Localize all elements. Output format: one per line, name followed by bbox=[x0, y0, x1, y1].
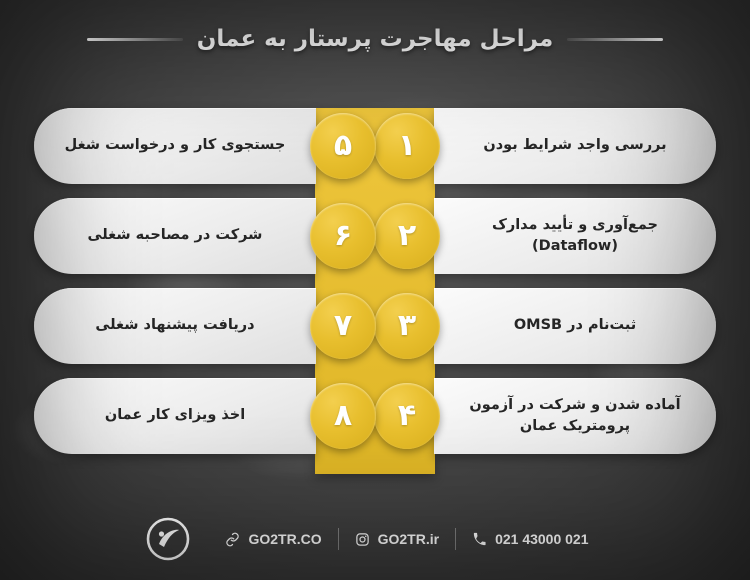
step-pill[interactable] bbox=[434, 108, 716, 184]
brand-logo-icon bbox=[145, 516, 191, 562]
step-label: بررسی واجد شرایط بودن bbox=[483, 137, 667, 154]
step-pill[interactable] bbox=[34, 108, 316, 184]
instagram-icon bbox=[355, 532, 370, 547]
step-item[interactable] bbox=[380, 108, 716, 184]
step-pill[interactable] bbox=[434, 198, 716, 274]
step-number-badge bbox=[310, 113, 376, 179]
step-number: ۴ bbox=[397, 398, 417, 433]
step-number-badge bbox=[374, 383, 440, 449]
step-label: ثبت‌نام در OMSB bbox=[513, 317, 637, 334]
step-item[interactable] bbox=[380, 198, 716, 274]
step-item[interactable] bbox=[380, 288, 716, 364]
step-number-badge bbox=[310, 383, 376, 449]
step-item[interactable] bbox=[34, 378, 370, 454]
step-number-badge bbox=[310, 203, 376, 269]
step-label: دریافت پیشنهاد شغلی bbox=[95, 317, 255, 334]
step-number: ۱ bbox=[397, 128, 417, 163]
step-label: جمع‌آوری و تأیید مدارک (Dataflow) bbox=[492, 216, 658, 254]
page-title: مراحل مهاجرت پرستار به عمان bbox=[196, 26, 554, 52]
step-number-badge bbox=[374, 113, 440, 179]
step-label: اخذ ویزای کار عمان bbox=[104, 407, 246, 424]
steps-column-left bbox=[34, 108, 375, 454]
step-pill[interactable] bbox=[434, 378, 716, 454]
footer-item-phone[interactable] bbox=[456, 531, 604, 547]
step-pill[interactable] bbox=[434, 288, 716, 364]
header bbox=[0, 26, 750, 52]
footer-phone-text: 021 43000 021 bbox=[495, 531, 589, 547]
footer-item-website[interactable] bbox=[209, 531, 337, 547]
title-rule-left bbox=[87, 38, 183, 41]
step-number-badge bbox=[310, 293, 376, 359]
footer-item-instagram[interactable] bbox=[339, 531, 455, 547]
step-number-badge bbox=[374, 293, 440, 359]
step-item[interactable] bbox=[34, 288, 370, 364]
footer-instagram-text: GO2TR.ir bbox=[377, 531, 440, 547]
step-number: ۵ bbox=[333, 128, 353, 163]
step-pill[interactable] bbox=[34, 198, 316, 274]
steps-column-right bbox=[375, 108, 716, 454]
footer bbox=[0, 516, 750, 562]
step-item[interactable] bbox=[380, 378, 716, 454]
step-number: ۸ bbox=[333, 398, 353, 433]
step-label: آماده شدن و شرکت در آزمون پرومتریک عمان bbox=[469, 396, 681, 434]
phone-icon bbox=[472, 532, 487, 547]
step-pill[interactable] bbox=[34, 288, 316, 364]
title-rule-right bbox=[567, 38, 663, 41]
steps-grid bbox=[34, 108, 716, 454]
step-number: ۲ bbox=[397, 218, 417, 253]
step-number: ۷ bbox=[333, 308, 353, 343]
step-label: شرکت در مصاحبه شغلی bbox=[87, 227, 263, 244]
step-number-badge bbox=[374, 203, 440, 269]
step-pill[interactable] bbox=[34, 378, 316, 454]
step-label: جستجوی کار و درخواست شغل bbox=[64, 137, 286, 154]
footer-website-text: GO2TR.CO bbox=[248, 531, 322, 547]
step-number: ۳ bbox=[397, 308, 417, 343]
link-icon bbox=[225, 532, 240, 547]
step-item[interactable] bbox=[34, 198, 370, 274]
step-number: ۶ bbox=[333, 218, 353, 253]
step-item[interactable] bbox=[34, 108, 370, 184]
